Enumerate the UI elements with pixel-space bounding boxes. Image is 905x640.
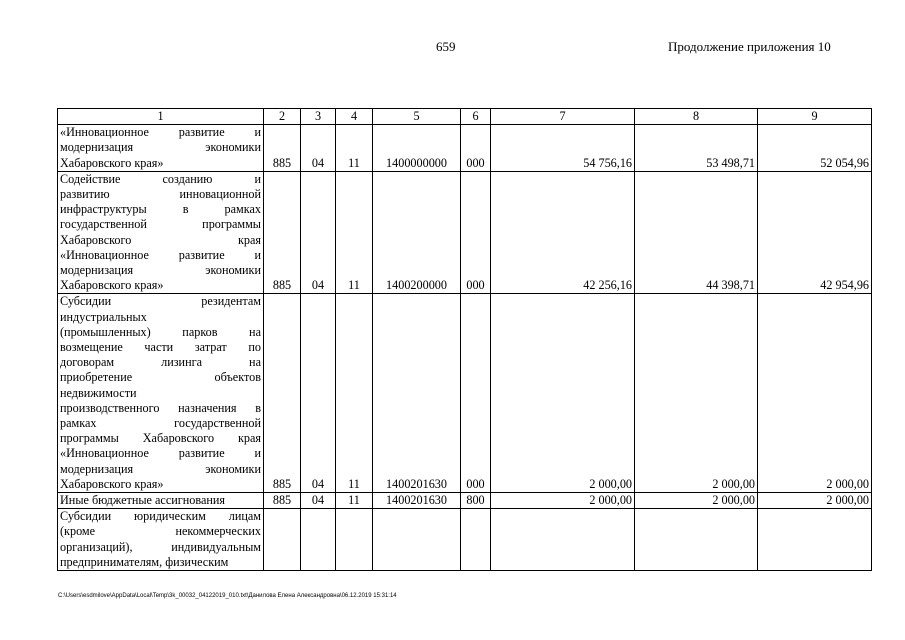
amount-2021: 2 000,00 [635,493,758,509]
amount-2022: 2 000,00 [758,294,872,493]
description-line: предпринимателям, физическим [60,554,229,569]
column-header: 6 [461,109,491,125]
amount-2021: 53 498,71 [635,125,758,172]
column-header: 9 [758,109,872,125]
amount-2022: 42 954,96 [758,171,872,294]
amount-2021 [635,509,758,571]
amount-2020: 54 756,16 [491,125,635,172]
page-number: 659 [436,39,456,54]
description-line: программы Хабаровского края [60,431,261,446]
description-line: Иные бюджетные ассигнования [60,493,226,508]
column-header: 4 [336,109,373,125]
description-line: Хабаровского края» [60,155,164,170]
amount-2020 [491,509,635,571]
section-code: 04 [301,493,336,509]
description-line: «Инновационное развитие и [60,247,261,262]
amount-2022: 2 000,00 [758,493,872,509]
description-line: Хабаровского края» [60,476,164,491]
column-header: 7 [491,109,635,125]
table-row [58,509,872,571]
amount-2020: 2 000,00 [491,493,635,509]
subsection-code: 11 [336,125,373,172]
expense-type-code [461,509,491,571]
budget-table [57,108,872,571]
description-line: (кроме некоммерческих [60,524,261,539]
table-header-row [58,109,872,125]
column-header: 1 [58,109,264,125]
amount-2020: 2 000,00 [491,294,635,493]
description-line: государственной программы [60,217,261,232]
description-line: модернизация экономики [60,263,261,278]
expense-type-code: 800 [461,493,491,509]
description-line: возмещение части затрат по [60,340,261,355]
amount-2022: 52 054,96 [758,125,872,172]
description-line: модернизация экономики [60,461,261,476]
description-line: Хабаровского края» [60,278,164,293]
target-article-code: 1400200000 [373,171,461,294]
row-description [58,171,264,294]
description-line: договорам лизинга на [60,355,261,370]
file-path-footer: C:\Users\esdmilove\AppData\Local\Temp\3k_00032_04122019_010.txt\Данилова Елена Александровна\06.12.2019 15:31:14 [58,593,397,599]
description-line: развитию инновационной [60,187,261,202]
row-description [58,493,264,509]
description-line: недвижимости [60,385,137,400]
description-line: Содействие созданию и [60,171,261,186]
grbs-code: 885 [264,294,301,493]
column-header: 3 [301,109,336,125]
description-line: приобретение объектов [60,370,261,385]
grbs-code: 885 [264,125,301,172]
subsection-code [336,509,373,571]
target-article-code: 1400201630 [373,493,461,509]
description-line: Субсидии юридическим лицам [60,509,261,524]
description-line: производственного назначения в [60,400,261,415]
table-row [58,493,872,509]
description-line: инфраструктуры в рамках [60,202,261,217]
description-line: Субсидии резидентам [60,294,261,309]
description-line: модернизация экономики [60,140,261,155]
subsection-code: 11 [336,493,373,509]
target-article-code [373,509,461,571]
amount-2022 [758,509,872,571]
description-line: индустриальных [60,309,147,324]
target-article-code: 1400201630 [373,294,461,493]
description-line: (промышленных) парков на [60,324,261,339]
appendix-label: Продолжение приложения 10 [668,39,831,54]
description-line: «Инновационное развитие и [60,446,261,461]
section-code: 04 [301,171,336,294]
table-row [58,171,872,294]
row-description [58,509,264,571]
grbs-code: 885 [264,493,301,509]
amount-2021: 44 398,71 [635,171,758,294]
subsection-code: 11 [336,294,373,493]
expense-type-code: 000 [461,294,491,493]
section-code: 04 [301,125,336,172]
subsection-code: 11 [336,171,373,294]
column-header: 8 [635,109,758,125]
description-line: организаций), индивидуальным [60,539,261,554]
table-row [58,125,872,172]
grbs-code [264,509,301,571]
amount-2020: 42 256,16 [491,171,635,294]
expense-type-code: 000 [461,171,491,294]
section-code [301,509,336,571]
target-article-code: 1400000000 [373,125,461,172]
row-description [58,125,264,172]
section-code: 04 [301,294,336,493]
amount-2021: 2 000,00 [635,294,758,493]
description-line: Хабаровского края [60,232,261,247]
description-line: «Инновационное развитие и [60,125,261,140]
expense-type-code: 000 [461,125,491,172]
row-description [58,294,264,493]
grbs-code: 885 [264,171,301,294]
column-header: 2 [264,109,301,125]
description-line: рамках государственной [60,416,261,431]
table-row [58,294,872,493]
column-header: 5 [373,109,461,125]
